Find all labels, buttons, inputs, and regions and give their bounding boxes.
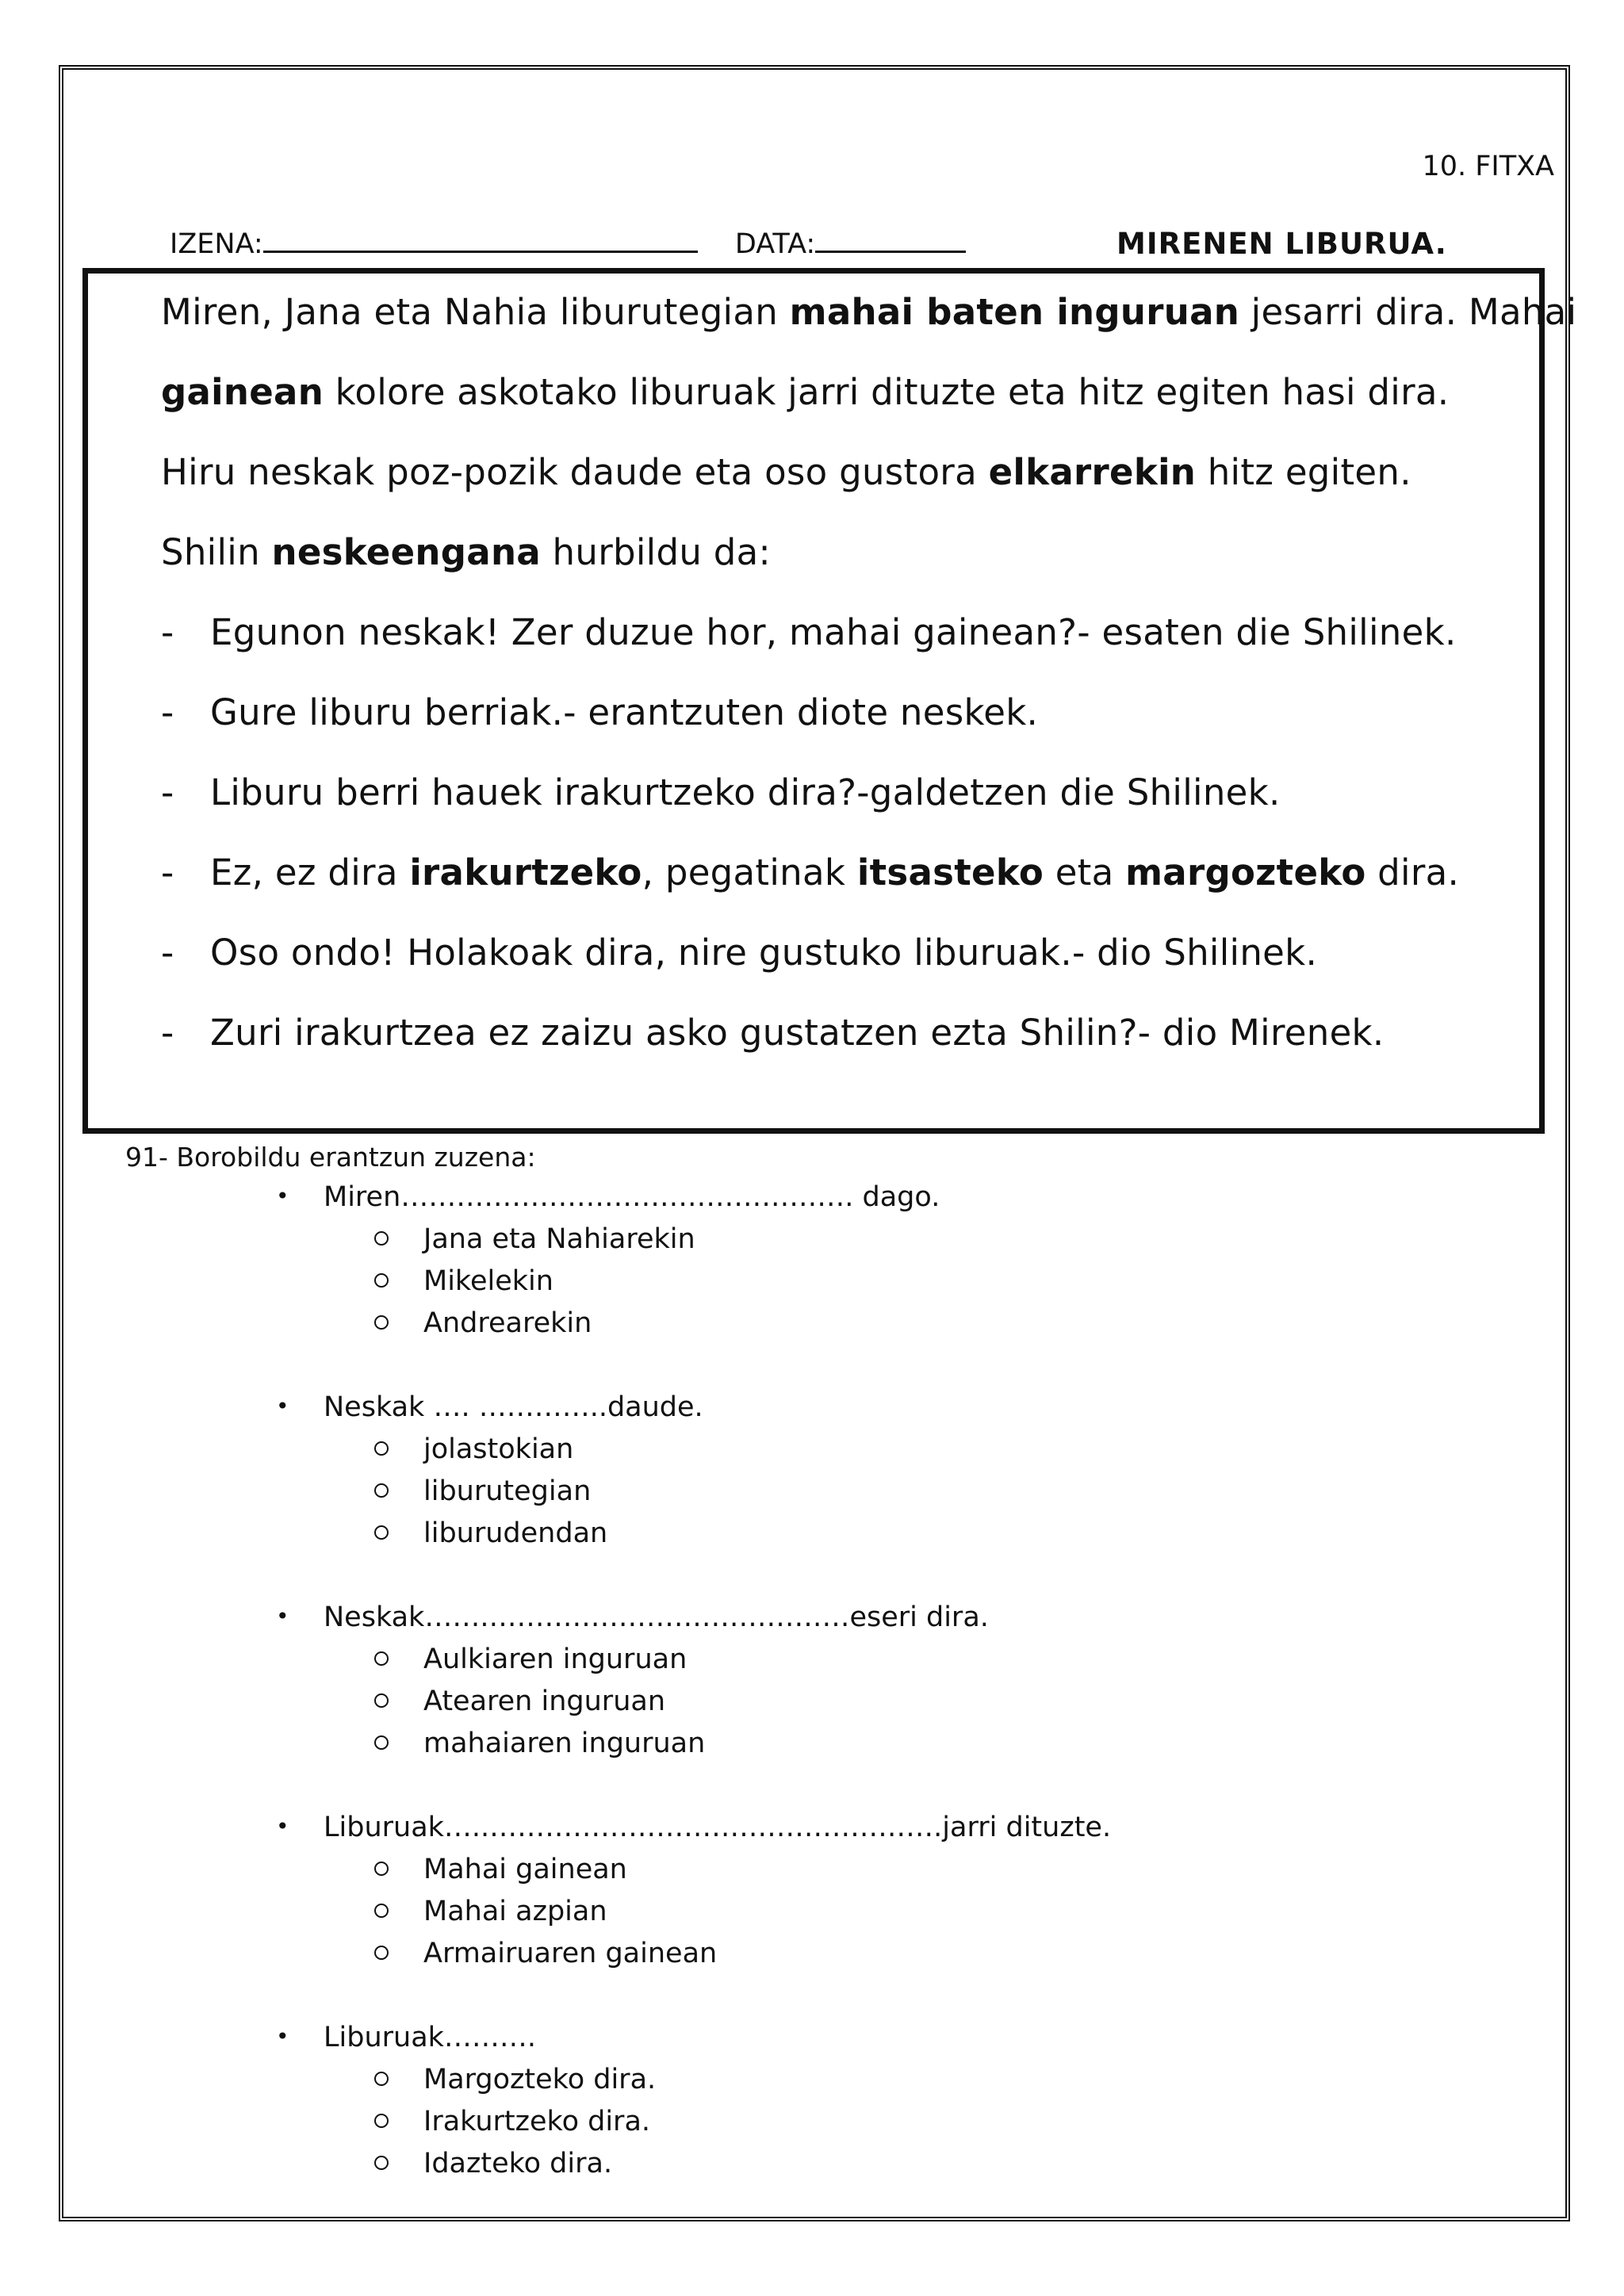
bullet-icon: •: [276, 1393, 289, 1419]
story-line-2: gainean kolore askotako liburuak jarri dituzte eta hitz egiten hasi dira.: [161, 371, 1450, 413]
circle-option-icon: [374, 1441, 389, 1456]
circle-option-icon: [374, 1651, 389, 1666]
circle-option-icon: [374, 2156, 389, 2170]
option-2-c[interactable]: liburudendan: [374, 1517, 607, 1549]
exercise-title: 91- Borobildu erantzun zuzena:: [125, 1142, 536, 1173]
question-1: • Miren…………………………………………. dago.: [276, 1181, 940, 1213]
circle-option-icon: [374, 1315, 389, 1330]
circle-option-icon: [374, 1273, 389, 1288]
dialogue-line-2: - Gure liburu berriak.- erantzuten diote neskek.: [161, 691, 1039, 733]
date-label: DATA:: [734, 228, 816, 260]
option-4-a[interactable]: Mahai gainean: [374, 1854, 627, 1885]
option-4-c[interactable]: Armairuaren gainean: [374, 1938, 717, 1969]
circle-option-icon: [374, 1735, 389, 1750]
option-3-a[interactable]: Aulkiaren inguruan: [374, 1644, 687, 1675]
story-line-4: Shilin neskeengana hurbildu da:: [161, 531, 771, 573]
question-2: • Neskak …. …………..daude.: [276, 1391, 703, 1423]
option-2-a[interactable]: jolastokian: [374, 1433, 573, 1465]
name-blank[interactable]: [263, 228, 698, 253]
circle-option-icon: [374, 1904, 389, 1918]
circle-option-icon: [374, 1693, 389, 1708]
option-5-c[interactable]: Idazteko dira.: [374, 2148, 612, 2179]
dialogue-line-4: - Ez, ez dira irakurtzeko, pegatinak itsasteko eta margozteko dira.: [161, 851, 1460, 894]
option-5-b[interactable]: Irakurtzeko dira.: [374, 2106, 650, 2137]
date-blank[interactable]: [815, 228, 966, 253]
name-label: IZENA:: [170, 228, 263, 260]
question-5: • Liburuak……….: [276, 2022, 537, 2053]
bullet-icon: •: [276, 1813, 289, 1839]
dialogue-line-3: - Liburu berri hauek irakurtzeko dira?-galdetzen die Shilinek.: [161, 771, 1281, 813]
worksheet-number: 10. FITXA: [1422, 151, 1554, 182]
bullet-icon: •: [276, 2023, 289, 2049]
option-1-b[interactable]: Mikelekin: [374, 1265, 553, 1297]
circle-option-icon: [374, 1946, 389, 1960]
option-2-b[interactable]: liburutegian: [374, 1475, 591, 1507]
story-box: [82, 268, 1577, 1134]
dialogue-line-6: - Zuri irakurtzea ez zaizu asko gustatzen ezta Shilin?- dio Mirenek.: [161, 1012, 1385, 1054]
circle-option-icon: [374, 1231, 389, 1246]
dialogue-line-1: - Egunon neskak! Zer duzue hor, mahai gainean?- esaten die Shilinek.: [161, 611, 1457, 653]
option-3-c[interactable]: mahaiaren inguruan: [374, 1728, 705, 1759]
dialogue-line-5: - Oso ondo! Holakoak dira, nire gustuko liburuak.- dio Shilinek.: [161, 932, 1318, 974]
circle-option-icon: [374, 1862, 389, 1876]
option-3-b[interactable]: Atearen inguruan: [374, 1686, 665, 1717]
option-1-a[interactable]: Jana eta Nahiarekin: [374, 1223, 695, 1255]
name-date-line: [170, 228, 966, 260]
option-5-a[interactable]: Margozteko dira.: [374, 2064, 656, 2095]
page-title: MIRENEN LIBURUA.: [1116, 227, 1447, 261]
circle-option-icon: [374, 1483, 389, 1498]
story-line-3: Hiru neskak poz-pozik daude eta oso gustora elkarrekin hitz egiten.: [161, 451, 1411, 493]
story-line-1: Miren, Jana eta Nahia liburutegian mahai baten inguruan jesarri dira. Mahai: [161, 291, 1577, 333]
option-1-c[interactable]: Andrearekin: [374, 1307, 592, 1339]
option-4-b[interactable]: Mahai azpian: [374, 1896, 607, 1927]
circle-option-icon: [374, 2072, 389, 2086]
bullet-icon: •: [276, 1603, 289, 1629]
circle-option-icon: [374, 1525, 389, 1540]
bullet-icon: •: [276, 1183, 289, 1209]
circle-option-icon: [374, 2114, 389, 2128]
question-4: • Liburuak…..………………………………………….jarri dituzte.: [276, 1812, 1112, 1843]
question-3: • Neskak…….…………………………………eseri dira.: [276, 1601, 989, 1633]
